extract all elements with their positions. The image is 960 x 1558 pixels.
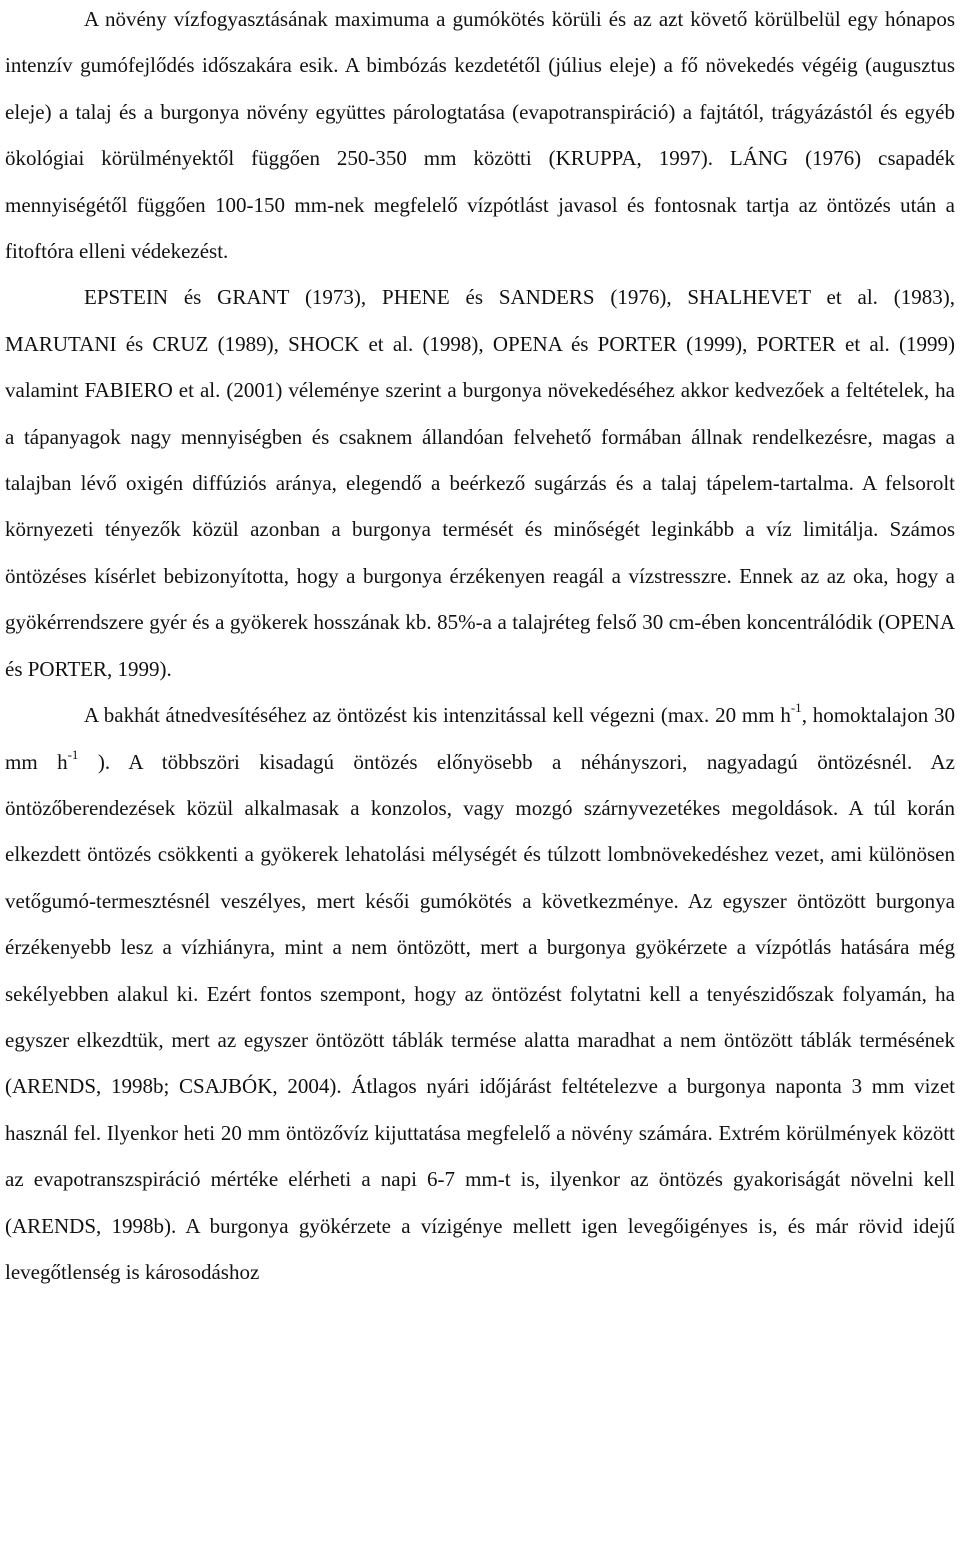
paragraph-3: [5, 692, 955, 1295]
document-page: [5, 0, 955, 1295]
superscript-exponent-2: -1: [67, 746, 79, 762]
paragraph-3-part-2: , homoktalajon 30 mm h: [5, 703, 955, 774]
paragraph-1: A növény vízfogyasztásának maximuma a gumókötés körüli és az azt követő körülbelül egy hónapos intenzív gumófejlődés időszakára esik. A bimbózás kezdetétől (július eleje) a fő növekedés végéig (augusztus eleje) a talaj és a burgonya növény együttes párologtatása (evapotranspiráció) a fajtától, trágyázástól és egyéb ökológiai körülményektől függően 250-350 mm közötti (KRUPPA, 1997). LÁNG (1976) csapadék mennyiségétől függően 100-150 mm-nek megfelelő vízpótlást javasol és fontosnak tartja az öntözés után a fitoftóra elleni védekezést.: [5, 7, 955, 264]
paragraph-3-part-1: A bakhát átnedvesítéséhez az öntözést kis intenzitással kell végezni (max. 20 mm h: [84, 703, 791, 728]
paragraph-2: EPSTEIN és GRANT (1973), PHENE és SANDERS (1976), SHALHEVET et al. (1983), MARUTANI és CRUZ (1989), SHOCK et al. (1998), OPENA és PORTER (1999), PORTER et al. (1999) valamint FABIERO et al. (2001) véleménye szerint a burgonya növekedéséhez akkor kedvezőek a feltételek, ha a tápanyagok nagy mennyiségben és csaknem állandóan felvehető formában állnak rendelkezésre, magas a talajban lévő oxigén diffúziós aránya, elegendő a beérkező sugárzás és a talaj tápelem-tartalma. A felsorolt környezeti tényezők közül azonban a burgonya termését és minőségét leginkább a víz limitálja. Számos öntözéses kísérlet bebizonyította, hogy a burgonya érzékenyen reagál a vízstresszre. Ennek az az oka, hogy a gyökérrendszere gyér és a gyökerek hosszának kb. 85%-a a talajréteg felső 30 cm-ében koncentrálódik (OPENA és PORTER, 1999).: [5, 285, 955, 681]
paragraph-3-part-3: ). A többszöri kisadagú öntözés előnyösebb a néhányszori, nagyadagú öntözésnél. Az öntözőberendezések közül alkalmasak a konzolos, vagy mozgó szárnyvezetékes megoldások. A túl korán elkezdett öntözés csökkenti a gyökerek lehatolási mélységét és túlzott lombnövekedéshez vezet, ami különösen vetőgumó-termesztésnél veszélyes, mert késői gumókötés a következménye. Az egyszer öntözött burgonya érzékenyebb lesz a vízhiányra, mint a nem öntözött, mert a burgonya gyökérzete a vízpótlás hatására még sekélyebben alakul ki. Ezért fontos szempont, hogy az öntözést folytatni kell a tenyészidőszak folyamán, ha egyszer elkezdtük, mert az egyszer öntözött táblák termése alatta maradhat a nem öntözött táblák termésének (ARENDS, 1998b; CSAJBÓK, 2004). Átlagos nyári időjárást feltételezve a burgonya naponta 3 mm vizet használ fel. Ilyenkor heti 20 mm öntözővíz kijuttatása megfelelő a növény számára. Extrém körülmények között az evapotranszspiráció mértéke elérheti a napi 6-7 mm-t is, ilyenkor az öntözés gyakoriságát növelni kell (ARENDS, 1998b). A burgonya gyökérzete a vízigénye mellett igen levegőigényes is, és már rövid idejű levegőtlenség is károsodáshoz: [5, 749, 955, 1284]
superscript-exponent-1: -1: [790, 700, 802, 716]
